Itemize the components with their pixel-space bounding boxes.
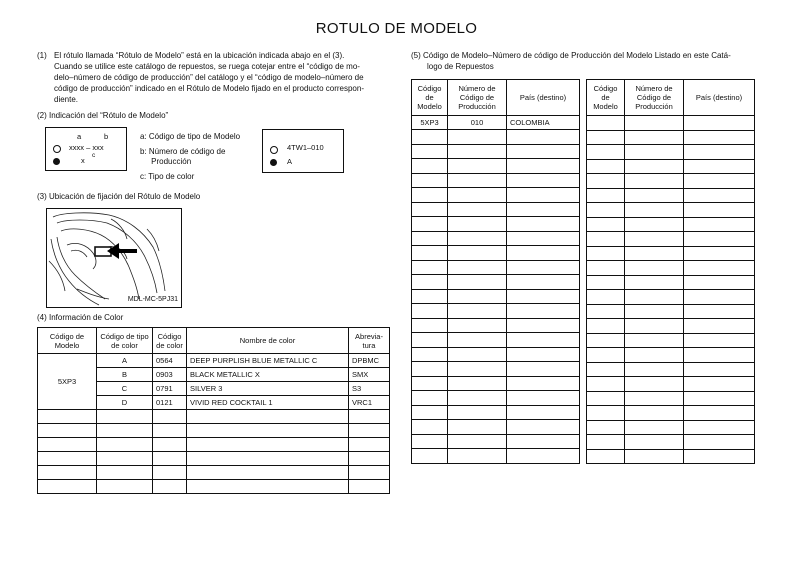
empty-cell: [448, 144, 507, 159]
empty-cell: [684, 246, 755, 261]
empty-cell: [153, 452, 187, 466]
empty-cell: [153, 410, 187, 424]
legend-line: c: Tipo de color: [140, 171, 195, 181]
empty-cell: [448, 333, 507, 348]
empty-cell: [412, 202, 448, 217]
empty-cell: [507, 260, 580, 275]
empty-cell: [684, 435, 755, 450]
empty-cell: [684, 174, 755, 189]
empty-cell: [448, 173, 507, 188]
empty-table-row: [587, 130, 755, 145]
empty-table-row: [587, 304, 755, 319]
empty-cell: [448, 391, 507, 406]
empty-table-row: [587, 362, 755, 377]
cell-abbr: S3: [349, 382, 390, 396]
empty-cell: [625, 217, 684, 232]
empty-cell: [684, 145, 755, 160]
empty-cell: [38, 438, 97, 452]
circle-icon: [270, 146, 278, 154]
table-row: [38, 354, 390, 368]
empty-cell: [507, 434, 580, 449]
empty-table-row: [587, 246, 755, 261]
empty-cell: [507, 130, 580, 145]
empty-cell: [412, 289, 448, 304]
empty-table-row: [587, 188, 755, 203]
empty-cell: [684, 391, 755, 406]
section-5-heading: [411, 50, 731, 72]
empty-table-row: [587, 145, 755, 160]
empty-cell: [625, 290, 684, 305]
empty-cell: [625, 377, 684, 392]
header-model-code: Código de Modelo: [412, 80, 448, 116]
empty-table-row: [412, 449, 580, 464]
empty-cell: [625, 391, 684, 406]
empty-cell: [448, 376, 507, 391]
empty-table-row: [587, 261, 755, 276]
empty-cell: [412, 144, 448, 159]
motorcycle-seat-illustration: [47, 209, 181, 307]
empty-cell: [587, 319, 625, 334]
empty-cell: [412, 391, 448, 406]
empty-cell: [684, 420, 755, 435]
empty-cell: [448, 347, 507, 362]
empty-cell: [507, 376, 580, 391]
empty-cell: [412, 333, 448, 348]
empty-table-row: [412, 434, 580, 449]
empty-cell: [587, 159, 625, 174]
empty-cell: [684, 116, 755, 131]
empty-cell: [97, 424, 153, 438]
empty-cell: [587, 362, 625, 377]
empty-table-row: [412, 246, 580, 261]
empty-cell: [448, 159, 507, 174]
empty-cell: [448, 188, 507, 203]
empty-cell: [625, 435, 684, 450]
label-c: c: [92, 152, 96, 159]
empty-cell: [448, 318, 507, 333]
empty-cell: [507, 159, 580, 174]
empty-cell: [587, 304, 625, 319]
empty-cell: [684, 217, 755, 232]
cell-abbr: SMX: [349, 368, 390, 382]
empty-cell: [412, 420, 448, 435]
empty-table-row: [38, 410, 390, 424]
example-color: A: [287, 157, 293, 166]
section-1-line: diente.: [54, 95, 79, 104]
empty-table-row: [587, 116, 755, 131]
label-legend: [140, 131, 240, 183]
header-production-code: Número de Código de Producción: [625, 80, 684, 116]
empty-cell: [412, 304, 448, 319]
empty-cell: [587, 406, 625, 421]
header-abbreviation: Abrevia-tura: [349, 328, 390, 354]
sample-color: x: [81, 156, 85, 165]
empty-cell: [38, 424, 97, 438]
empty-cell: [625, 145, 684, 160]
empty-cell: [625, 362, 684, 377]
empty-table-row: [412, 391, 580, 406]
empty-cell: [507, 333, 580, 348]
empty-cell: [625, 246, 684, 261]
empty-cell: [412, 188, 448, 203]
header-country: País (destino): [684, 80, 755, 116]
empty-cell: [587, 377, 625, 392]
legend-line: Producción: [140, 157, 192, 166]
empty-cell: [448, 202, 507, 217]
table-header-row: [587, 80, 755, 116]
section-1-number: (1): [37, 51, 47, 60]
empty-cell: [97, 410, 153, 424]
empty-cell: [587, 145, 625, 160]
empty-cell: [507, 304, 580, 319]
empty-table-row: [38, 480, 390, 494]
empty-cell: [587, 348, 625, 363]
empty-cell: [587, 130, 625, 145]
empty-cell: [448, 231, 507, 246]
empty-cell: [507, 318, 580, 333]
empty-table-row: [412, 144, 580, 159]
empty-cell: [625, 420, 684, 435]
cell-type: D: [97, 396, 153, 410]
section-2-heading: (2) Indicación del “Rótulo de Modelo”: [37, 111, 169, 120]
section-1-line: código de producción” indicado en el Rótulo de Modelo fijado en el producto correspon-: [54, 84, 364, 93]
empty-table-row: [38, 438, 390, 452]
section-1-line: El rótulo llamada “Rótulo de Modelo” está en la ubicación indicada abajo en el (3).: [54, 51, 345, 60]
empty-cell: [625, 304, 684, 319]
empty-cell: [349, 452, 390, 466]
cell-type: B: [97, 368, 153, 382]
empty-cell: [587, 391, 625, 406]
table-header-row: [412, 80, 580, 116]
empty-cell: [684, 188, 755, 203]
color-table: [37, 327, 390, 494]
example-code: 4TW1–010: [287, 143, 324, 152]
empty-cell: [38, 466, 97, 480]
empty-table-row: [412, 275, 580, 290]
empty-table-row: [587, 275, 755, 290]
empty-cell: [625, 130, 684, 145]
section-1-line: Cuando se utilice este catálogo de repuestos, se ruega cotejar entre el “código de mo-: [54, 62, 360, 71]
empty-cell: [349, 410, 390, 424]
section-5-heading-line: (5) Código de Modelo–Número de código de Producción del Modelo Listado en este Catá-: [411, 51, 731, 60]
empty-table-row: [412, 376, 580, 391]
empty-cell: [587, 116, 625, 131]
empty-table-row: [412, 188, 580, 203]
empty-cell: [153, 480, 187, 494]
section-3-heading: (3) Ubicación de fijación del Rótulo de Modelo: [37, 192, 201, 201]
empty-table-row: [412, 420, 580, 435]
empty-cell: [507, 405, 580, 420]
section-1-text: [54, 50, 389, 105]
section-4-heading: (4) Información de Color: [37, 313, 124, 322]
empty-table-row: [587, 174, 755, 189]
empty-table-row: [412, 347, 580, 362]
empty-cell: [412, 260, 448, 275]
empty-table-row: [587, 319, 755, 334]
dot-icon: [270, 159, 277, 166]
empty-table-row: [412, 333, 580, 348]
empty-cell: [349, 480, 390, 494]
header-color-code: Código de color: [153, 328, 187, 354]
empty-cell: [507, 347, 580, 362]
cell-name: SILVER 3: [187, 382, 349, 396]
empty-table-row: [38, 424, 390, 438]
circle-icon: [53, 145, 61, 153]
cell-type: A: [97, 354, 153, 368]
empty-cell: [448, 449, 507, 464]
empty-cell: [412, 434, 448, 449]
table-row: [412, 116, 580, 130]
empty-cell: [507, 217, 580, 232]
empty-cell: [507, 173, 580, 188]
empty-cell: [684, 130, 755, 145]
empty-cell: [507, 231, 580, 246]
empty-cell: [412, 130, 448, 145]
empty-cell: [448, 130, 507, 145]
page-title: ROTULO DE MODELO: [315, 20, 478, 37]
empty-cell: [684, 203, 755, 218]
empty-cell: [587, 275, 625, 290]
model-label-sample: [45, 127, 127, 171]
empty-cell: [625, 159, 684, 174]
empty-table-row: [587, 217, 755, 232]
empty-cell: [684, 377, 755, 392]
empty-table-row: [587, 333, 755, 348]
dot-icon: [53, 158, 60, 165]
empty-cell: [684, 261, 755, 276]
empty-table-row: [412, 159, 580, 174]
header-production-code: Número de Código de Producción: [448, 80, 507, 116]
production-table-right: [586, 79, 755, 464]
empty-cell: [448, 246, 507, 261]
empty-cell: [349, 424, 390, 438]
empty-table-row: [412, 362, 580, 377]
empty-cell: [684, 275, 755, 290]
empty-cell: [507, 289, 580, 304]
empty-cell: [625, 232, 684, 247]
empty-table-row: [412, 231, 580, 246]
empty-table-row: [587, 232, 755, 247]
empty-cell: [97, 452, 153, 466]
label-a: a: [77, 132, 82, 141]
section-1-line: delo–número de código de producción” del catálogo y el “código de modelo–número de: [54, 73, 364, 82]
empty-cell: [587, 188, 625, 203]
empty-cell: [507, 362, 580, 377]
empty-cell: [349, 438, 390, 452]
empty-cell: [507, 391, 580, 406]
cell-production-code: 010: [448, 116, 507, 130]
empty-cell: [38, 410, 97, 424]
empty-cell: [448, 420, 507, 435]
table-header-row: [38, 328, 390, 354]
empty-cell: [97, 466, 153, 480]
sample-code: xxxx – xxx: [69, 143, 104, 152]
section-5-heading-line: logo de Repuestos: [427, 62, 494, 71]
empty-cell: [448, 405, 507, 420]
empty-cell: [187, 438, 349, 452]
empty-cell: [38, 480, 97, 494]
legend-line: a: Código de tipo de Modelo: [140, 132, 241, 141]
empty-cell: [153, 438, 187, 452]
empty-cell: [507, 144, 580, 159]
empty-table-row: [412, 405, 580, 420]
header-model-code: Código de Modelo: [38, 328, 97, 354]
empty-cell: [625, 406, 684, 421]
empty-cell: [153, 424, 187, 438]
empty-table-row: [587, 348, 755, 363]
empty-cell: [625, 188, 684, 203]
empty-cell: [38, 452, 97, 466]
empty-table-row: [412, 202, 580, 217]
empty-cell: [448, 434, 507, 449]
empty-cell: [587, 174, 625, 189]
empty-table-row: [587, 290, 755, 305]
cell-code: 0791: [153, 382, 187, 396]
empty-cell: [625, 348, 684, 363]
empty-cell: [587, 449, 625, 464]
empty-table-row: [587, 406, 755, 421]
header-model-code: Código de Modelo: [587, 80, 625, 116]
empty-cell: [97, 438, 153, 452]
empty-cell: [187, 466, 349, 480]
empty-cell: [587, 333, 625, 348]
empty-table-row: [587, 420, 755, 435]
empty-cell: [684, 232, 755, 247]
empty-table-row: [587, 391, 755, 406]
location-figure: [46, 208, 182, 308]
figure-caption: MDL-MC-5PJ31: [127, 296, 178, 303]
empty-cell: [412, 159, 448, 174]
cell-model: 5XP3: [412, 116, 448, 130]
empty-cell: [507, 449, 580, 464]
header-color-name: Nombre de color: [187, 328, 349, 354]
empty-cell: [625, 203, 684, 218]
empty-cell: [412, 362, 448, 377]
empty-cell: [349, 466, 390, 480]
empty-cell: [684, 304, 755, 319]
empty-cell: [684, 319, 755, 334]
cell-code: 0903: [153, 368, 187, 382]
label-b: b: [104, 132, 109, 141]
empty-cell: [187, 410, 349, 424]
empty-cell: [448, 275, 507, 290]
empty-table-row: [587, 435, 755, 450]
empty-cell: [97, 480, 153, 494]
empty-table-row: [587, 203, 755, 218]
empty-cell: [412, 318, 448, 333]
empty-cell: [587, 261, 625, 276]
empty-cell: [412, 231, 448, 246]
empty-cell: [187, 452, 349, 466]
empty-cell: [448, 362, 507, 377]
empty-table-row: [412, 289, 580, 304]
cell-name: VIVID RED COCKTAIL 1: [187, 396, 349, 410]
model-label-example: [262, 129, 344, 173]
empty-cell: [684, 406, 755, 421]
empty-cell: [625, 116, 684, 131]
empty-cell: [684, 348, 755, 363]
empty-cell: [587, 435, 625, 450]
empty-cell: [448, 304, 507, 319]
production-table-left: [411, 79, 580, 464]
empty-cell: [625, 333, 684, 348]
cell-abbr: DPBMC: [349, 354, 390, 368]
empty-cell: [587, 420, 625, 435]
empty-cell: [587, 217, 625, 232]
cell-name: DEEP PURPLISH BLUE METALLIC C: [187, 354, 349, 368]
empty-cell: [625, 449, 684, 464]
empty-cell: [587, 232, 625, 247]
cell-country: COLOMBIA: [507, 116, 580, 130]
empty-cell: [507, 246, 580, 261]
empty-cell: [625, 319, 684, 334]
empty-table-row: [587, 449, 755, 464]
empty-cell: [507, 202, 580, 217]
empty-cell: [507, 188, 580, 203]
empty-cell: [412, 449, 448, 464]
empty-cell: [507, 420, 580, 435]
empty-cell: [684, 362, 755, 377]
cell-code: 0121: [153, 396, 187, 410]
empty-table-row: [412, 173, 580, 188]
empty-table-row: [38, 452, 390, 466]
model-cell: 5XP3: [38, 354, 97, 410]
empty-cell: [448, 260, 507, 275]
header-color-type: Código de tipo de color: [97, 328, 153, 354]
empty-table-row: [412, 318, 580, 333]
empty-cell: [684, 159, 755, 174]
empty-table-row: [412, 260, 580, 275]
empty-cell: [412, 347, 448, 362]
empty-cell: [684, 333, 755, 348]
empty-cell: [625, 174, 684, 189]
cell-type: C: [97, 382, 153, 396]
cell-abbr: VRC1: [349, 396, 390, 410]
empty-cell: [187, 480, 349, 494]
empty-cell: [187, 424, 349, 438]
empty-cell: [684, 290, 755, 305]
empty-table-row: [38, 466, 390, 480]
empty-table-row: [587, 159, 755, 174]
empty-table-row: [412, 130, 580, 145]
empty-cell: [587, 290, 625, 305]
empty-table-row: [412, 217, 580, 232]
empty-cell: [412, 376, 448, 391]
empty-cell: [412, 246, 448, 261]
empty-cell: [448, 289, 507, 304]
empty-cell: [587, 203, 625, 218]
empty-cell: [625, 261, 684, 276]
empty-cell: [412, 275, 448, 290]
legend-line: b: Número de código de: [140, 146, 226, 156]
empty-cell: [684, 449, 755, 464]
cell-code: 0564: [153, 354, 187, 368]
empty-cell: [412, 173, 448, 188]
empty-cell: [412, 405, 448, 420]
empty-table-row: [412, 304, 580, 319]
header-country: País (destino): [507, 80, 580, 116]
empty-table-row: [587, 377, 755, 392]
empty-cell: [412, 217, 448, 232]
empty-cell: [587, 246, 625, 261]
cell-name: BLACK METALLIC X: [187, 368, 349, 382]
empty-cell: [507, 275, 580, 290]
empty-cell: [448, 217, 507, 232]
empty-cell: [153, 466, 187, 480]
empty-cell: [625, 275, 684, 290]
